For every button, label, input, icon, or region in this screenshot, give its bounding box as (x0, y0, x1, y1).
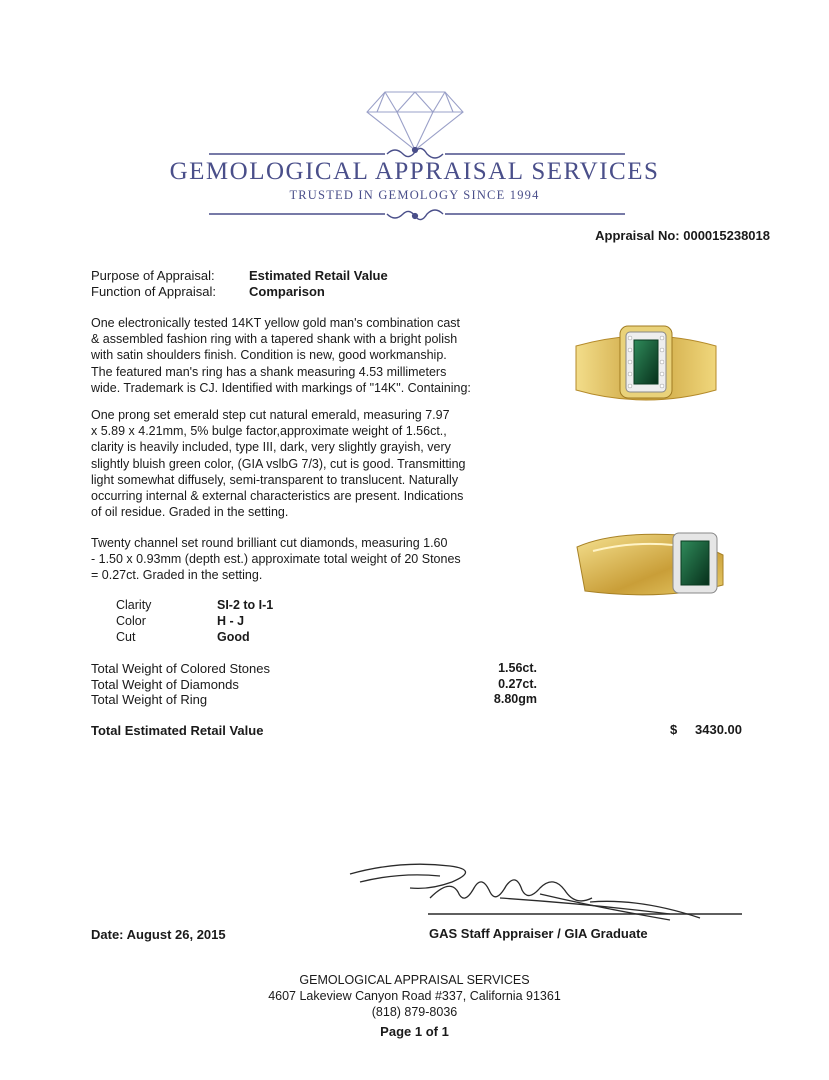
ring-front-image (568, 318, 723, 410)
brand-tagline: TRUSTED IN GEMOLOGY SINCE 1994 (289, 188, 540, 202)
page-number: Page 1 of 1 (380, 1024, 449, 1039)
retail-value-amount: 3430.00 (695, 722, 742, 737)
diamond-description: Twenty channel set round brilliant cut diamonds, measuring 1.60 - 1.50 x 0.93mm (depth est.) approximate total weight of 20 Stones = 0.27ct. Graded in the setting. (91, 536, 461, 583)
total-label: Total Weight of Diamonds (91, 677, 239, 692)
total-value: 0.27ct. (498, 677, 537, 691)
footer-company: GEMOLOGICAL APPRAISAL SERVICES (299, 973, 530, 987)
spec-label: Color (116, 614, 146, 628)
retail-value-label: Total Estimated Retail Value (91, 723, 264, 738)
footer-address: 4607 Lakeview Canyon Road #337, California 91361 (268, 989, 561, 1003)
emerald-description: One prong set emerald step cut natural emerald, measuring 7.97 x 5.89 x 4.21mm, 5% bulge factor,approximate weight of 1.56ct., clarity is heavily included, type III, dark, very slightly grayish, very slightly bluish green color, (GIA vslbG 7/3), cut is good. Transmitting light somewhat diffusely, semi-transparent to translucent. Naturally occurring internal & external characteristics are present. Indications of oil residue. Graded in the setting. (91, 408, 466, 520)
currency-symbol: $ (670, 722, 678, 737)
ring-side-image (573, 525, 728, 605)
brand-title: GEMOLOGICAL APPRAISAL SERVICES (169, 158, 660, 185)
spec-value: Good (217, 630, 250, 644)
spec-value: H - J (217, 614, 245, 628)
total-value: 8.80gm (493, 692, 537, 706)
spec-value: SI-2 to I-1 (217, 598, 274, 612)
appraisal-number: Appraisal No: 000015238018 (595, 228, 770, 243)
function-value: Comparison (249, 284, 325, 299)
total-value: 1.56ct. (498, 661, 537, 675)
appraisal-date: Date: August 26, 2015 (91, 927, 226, 942)
total-label: Total Weight of Ring (91, 692, 208, 707)
footer-phone: (818) 879-8036 (371, 1005, 458, 1019)
ring-description: One electronically tested 14KT yellow gold man's combination cast & assembled fashion ring with a tapered shank with a bright polish with satin shoulders finish. Condition is new, good workmanship. The featured man's ring has a shank measuring 4.53 millimeters wide. Trademark is CJ. Identified with markings of "14K". Containing: (91, 316, 471, 395)
total-label: Total Weight of Colored Stones (91, 661, 270, 676)
purpose-label: Purpose of Appraisal: (91, 268, 215, 283)
appraiser-title: GAS Staff Appraiser / GIA Graduate (429, 926, 648, 941)
spec-label: Clarity (116, 598, 152, 612)
function-label: Function of Appraisal: (91, 284, 217, 299)
signature-image (340, 858, 750, 928)
purpose-value: Estimated Retail Value (249, 268, 388, 283)
spec-label: Cut (116, 630, 136, 644)
